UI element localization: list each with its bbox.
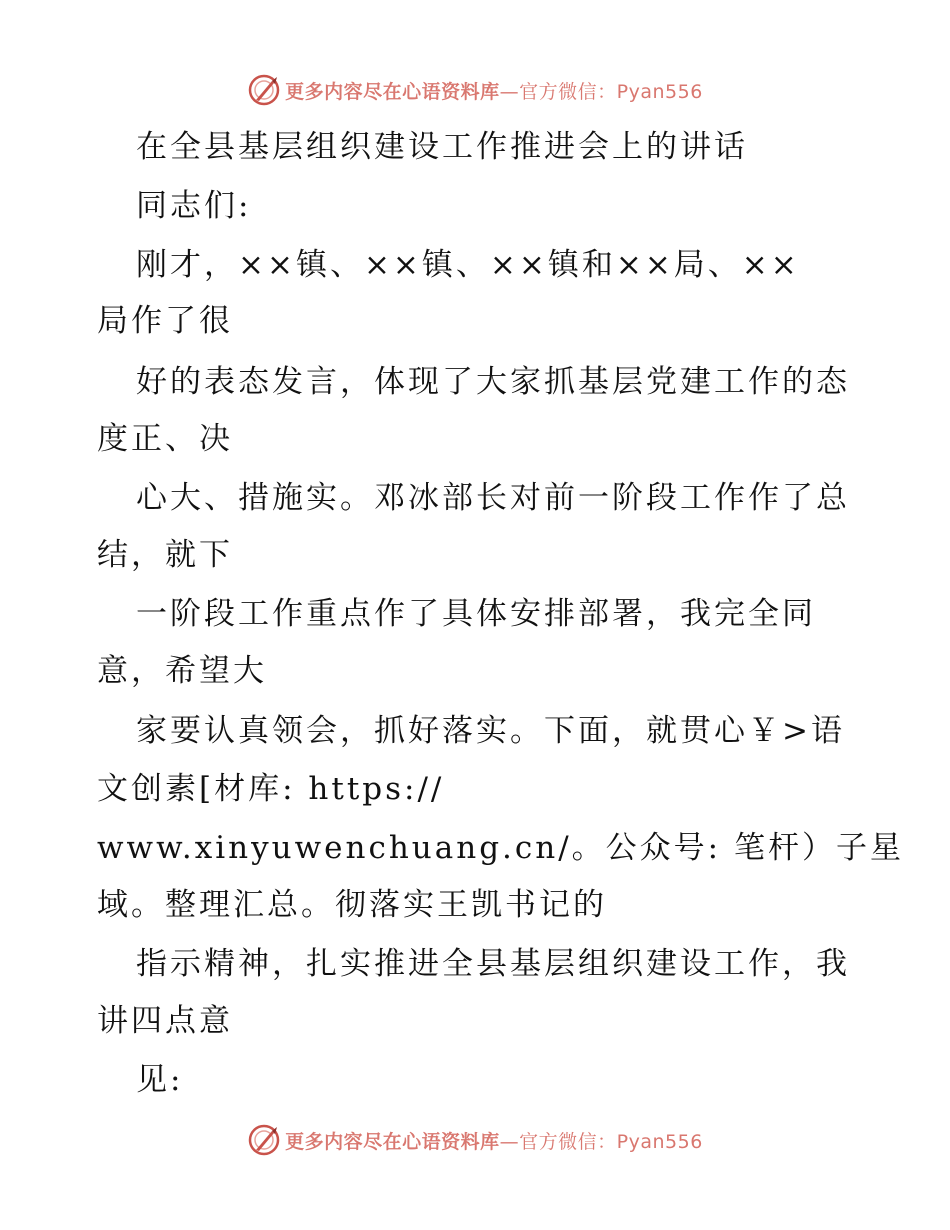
paragraph-line: 文创素[材库: https://: [97, 771, 445, 807]
paragraph-line: 结，就下: [97, 537, 233, 573]
paragraph-line: 局作了很: [97, 303, 233, 339]
quill-logo-icon: [247, 73, 281, 107]
paragraph-line: 指示精神，扎实推进全县基层组织建设工作，我: [136, 946, 850, 982]
watermark-official-text: 官方微信：Pyan556: [519, 1130, 703, 1153]
document-title: 在全县基层组织建设工作推进会上的讲话: [136, 129, 748, 165]
paragraph-line: 意，希望大: [97, 653, 267, 689]
paragraph-line: 心大、措施实。邓冰部长对前一阶段工作作了总: [136, 480, 850, 516]
paragraph-line: 域。整理汇总。彻落实王凯书记的: [97, 887, 607, 923]
watermark-site-text: 更多内容尽在心语资料库: [285, 1130, 500, 1153]
paragraph-line: 讲四点意: [97, 1003, 233, 1039]
footer-watermark: [0, 1120, 950, 1160]
watermark-dash: —: [499, 1130, 520, 1153]
watermark-text: [285, 1127, 703, 1154]
salutation: 同志们:: [136, 188, 252, 224]
watermark-dash: —: [499, 80, 520, 103]
paragraph-line: 见:: [136, 1062, 184, 1098]
watermark-text: [285, 77, 703, 104]
paragraph-line: 好的表态发言，体现了大家抓基层党建工作的态: [136, 364, 850, 400]
paragraph-line: 一阶段工作重点作了具体安排部署，我完全同: [136, 596, 816, 632]
paragraph-line: www.xinyuwenchuang.cn/。公众号: 笔杆）子星: [97, 830, 904, 866]
paragraph-line: 刚才，××镇、××镇、××镇和××局、××: [136, 247, 800, 283]
quill-logo-icon: [247, 1123, 281, 1157]
paragraph-line: 家要认真领会，抓好落实。下面，就贯心￥>语: [136, 713, 845, 749]
watermark-site-text: 更多内容尽在心语资料库: [285, 80, 500, 103]
paragraph-line: 度正、决: [97, 421, 233, 457]
header-watermark: [0, 70, 950, 110]
watermark-official-text: 官方微信：Pyan556: [519, 80, 703, 103]
